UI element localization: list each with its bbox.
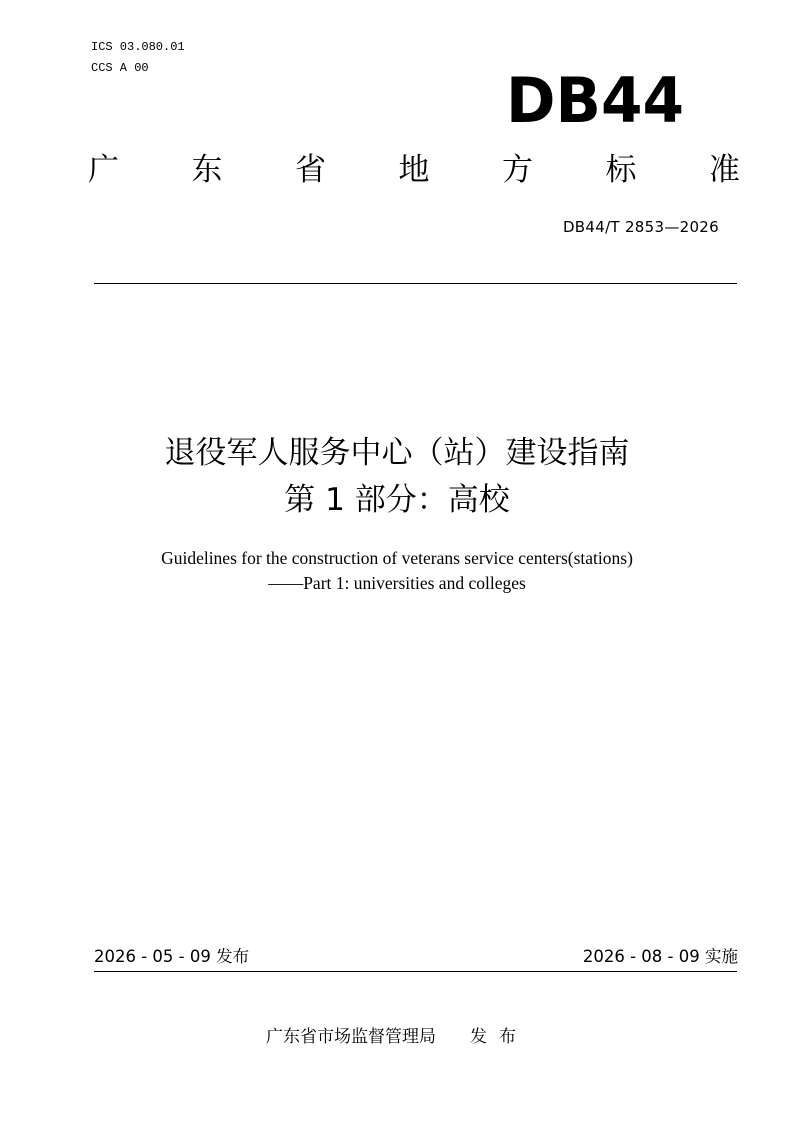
standard-number: DB44/T 2853—2026 <box>562 218 719 236</box>
title-english-line1: Guidelines for the construction of veterans service centers(stations) <box>161 548 633 568</box>
title-chinese-line2: 第 1 部分：高校 <box>284 482 510 518</box>
bottom-divider <box>94 971 737 972</box>
issuer-line <box>0 1024 794 1050</box>
issuer-verb: 发布 <box>470 1027 528 1047</box>
ics-code: ICS 03.080.01 <box>91 40 185 54</box>
category-char: 广 <box>88 152 119 188</box>
implementation-date: 2026 - 08 - 09 实施 <box>582 947 738 966</box>
standard-category <box>88 148 740 192</box>
category-char: 方 <box>502 152 533 188</box>
title-english-line2: ——Part 1: universities and colleges <box>268 573 526 593</box>
issuer-name: 广东省市场监督管理局 <box>266 1027 436 1047</box>
issue-date: 2026 - 05 - 09 发布 <box>94 947 250 966</box>
db44-logo <box>506 70 686 128</box>
category-char: 东 <box>191 152 223 188</box>
category-char: 准 <box>709 152 740 188</box>
ccs-code: CCS A 00 <box>91 61 149 75</box>
svg-text:DB44: DB44 <box>506 70 684 128</box>
category-char: 标 <box>605 152 637 188</box>
top-divider <box>94 283 737 284</box>
title-chinese-line1: 退役军人服务中心（站）建设指南 <box>164 435 630 471</box>
category-char: 地 <box>398 152 430 188</box>
category-char: 省 <box>295 152 326 188</box>
